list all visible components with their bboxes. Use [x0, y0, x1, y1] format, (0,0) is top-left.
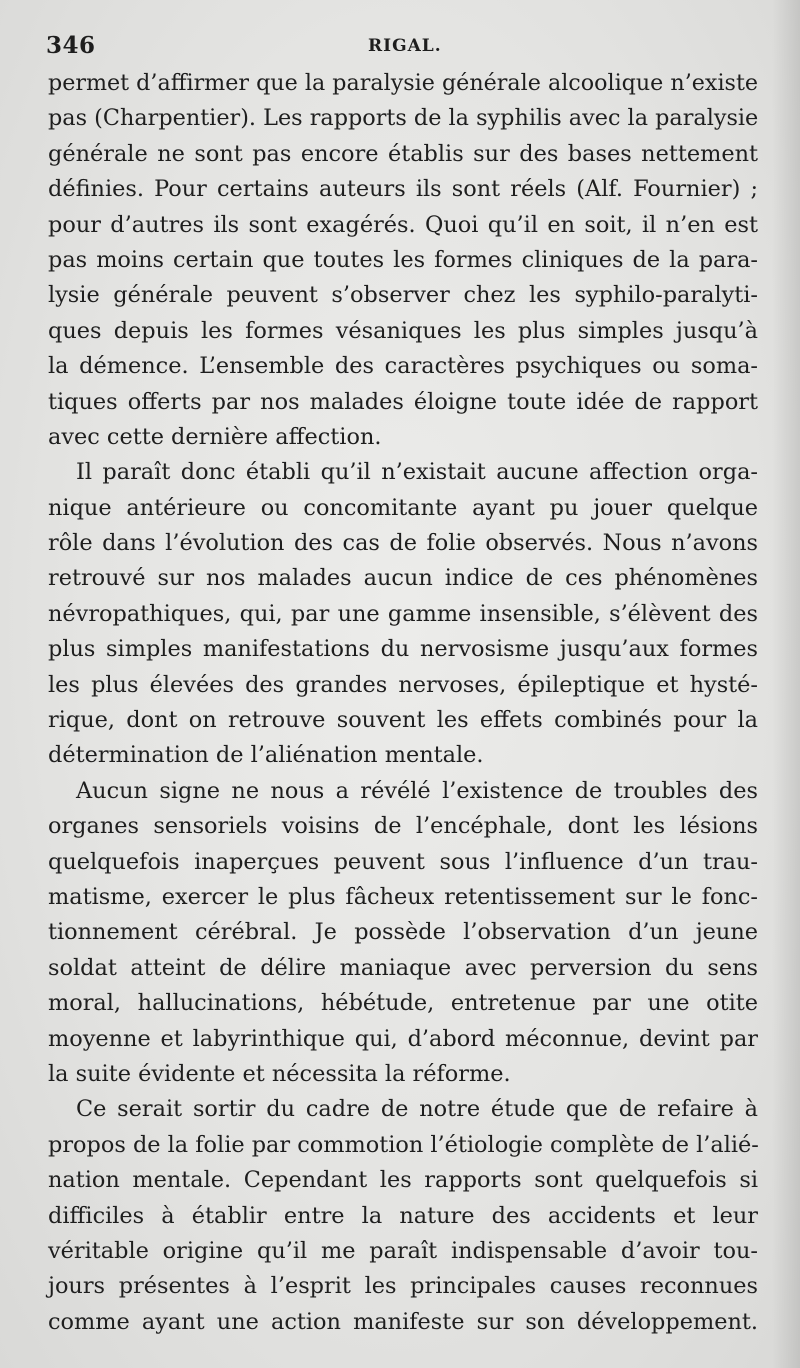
text-line: jours présentes à l’esprit les principales causes reconnues [48, 1273, 758, 1300]
text-line: plus simples manifestations du nervosisme jusqu’aux formes [48, 636, 758, 663]
text-line: pas moins certain que toutes les formes cliniques de la para- [48, 246, 758, 273]
text-line: la démence. L’ensemble des caractères psychiques ou soma- [48, 353, 758, 380]
text-line: difficiles à établir entre la nature des accidents et leur [48, 1202, 758, 1229]
text-line: soldat atteint de délire maniaque avec perversion du sens [48, 954, 758, 981]
text-line: tiques offerts par nos malades éloigne toute idée de rapport [48, 388, 758, 415]
text-line: pour d’autres ils sont exagérés. Quoi qu’il en soit, il n’en est [48, 211, 758, 238]
paragraph-end-line: détermination de l’aliénation mentale. [48, 742, 484, 769]
text-line: moral, hallucinations, hébétude, entretenue par une otite [48, 990, 758, 1017]
text-line: lysie générale peuvent s’observer chez les syphilo-paralyti- [48, 282, 758, 309]
text-line: définies. Pour certains auteurs ils sont réels (Alf. Fournier) ; [48, 176, 758, 203]
page-edge-shadow [772, 0, 800, 1368]
paragraph-first-line: Ce serait sortir du cadre de notre étude que de refaire à [76, 1096, 758, 1123]
text-line: moyenne et labyrinthique qui, d’abord méconnue, devint par [48, 1025, 758, 1052]
body-text [48, 66, 758, 1340]
text-line: névropathiques, qui, par une gamme insensible, s’élèvent des [48, 600, 758, 627]
paragraph-end-line: avec cette dernière affection. [48, 423, 382, 450]
paragraph-end-line: la suite évidente et nécessita la réforme. [48, 1060, 511, 1087]
text-line: pas (Charpentier). Les rapports de la syphilis avec la paralysie [48, 105, 759, 132]
text-line: nation mentale. Cependant les rapports sont quelquefois si [48, 1167, 758, 1194]
paragraph-first-line: Il paraît donc établi qu’il n’existait aucune affection orga- [76, 459, 758, 486]
text-line: rique, dont on retrouve souvent les effets combinés pour la [48, 707, 758, 734]
text-line: ques depuis les formes vésaniques les plus simples jusqu’à [48, 317, 758, 344]
text-line: organes sensoriels voisins de l’encéphale, dont les lésions [48, 813, 758, 840]
text-line: les plus élevées des grandes nervoses, épileptique et hysté- [48, 671, 758, 698]
text-line: générale ne sont pas encore établis sur des bases nettement [48, 140, 758, 167]
text-line: quelquefois inaperçues peuvent sous l’influence d’un trau- [48, 848, 758, 875]
text-line: permet d’affirmer que la paralysie générale alcoolique n’existe [48, 70, 758, 96]
text-line: comme ayant une action manifeste sur son développement. [48, 1308, 758, 1335]
text-line: matisme, exercer le plus fâcheux retentissement sur le fonc- [48, 883, 758, 910]
text-line: nique antérieure ou concomitante ayant pu jouer quelque [48, 494, 758, 521]
text-line: rôle dans l’évolution des cas de folie observés. Nous n’avons [48, 530, 758, 557]
page-header [0, 32, 800, 64]
text-line: propos de la folie par commotion l’étiologie complète de l’alié- [48, 1131, 759, 1158]
text-line: tionnement cérébral. Je possède l’observation d’un jeune [48, 919, 758, 946]
text-line: retrouvé sur nos malades aucun indice de ces phénomènes [48, 565, 758, 592]
page-number: 346 [46, 32, 96, 59]
paragraph-first-line: Aucun signe ne nous a révélé l’existence de troubles des [76, 777, 758, 804]
running-head: RIGAL. [368, 36, 442, 56]
text-line: véritable origine qu’il me paraît indispensable d’avoir tou- [48, 1237, 758, 1264]
